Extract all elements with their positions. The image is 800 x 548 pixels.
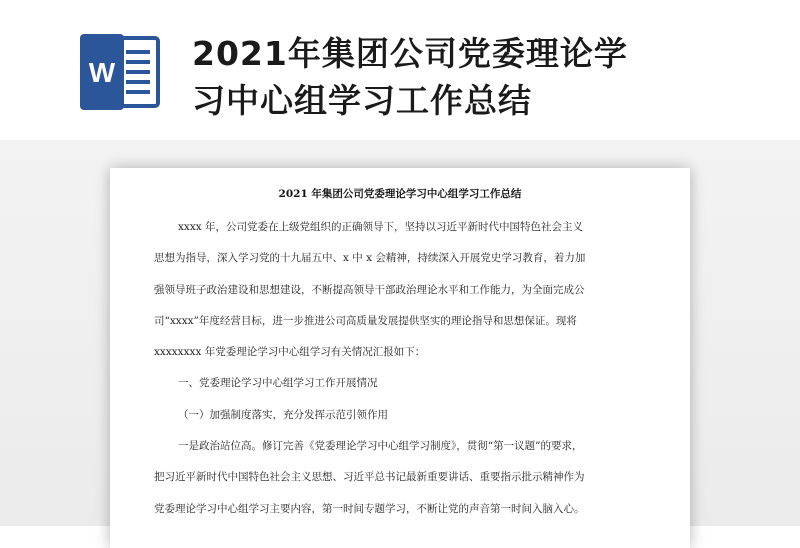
paragraph-line: 党委理论学习中心组学习主要内容，第一时间专题学习，不断让党的声音第一时间入脑入心。 (154, 502, 585, 515)
paragraph-line: xxxx 年，公司党委在上级党组织的正确领导下，坚持以习近平新时代中国特色社会主义 (178, 221, 584, 233)
title-line-2: 习中心组学习工作总结 (192, 81, 532, 120)
paragraph-line: 一是政治站位高。修订完善《党委理论学习中心组学习制度》，贯彻“第一议题”的要求， (178, 440, 583, 453)
word-document-icon (78, 32, 162, 112)
document-page (110, 168, 690, 548)
page-title (192, 30, 752, 124)
paragraph-line: 司“xxxx”年度经营目标，进一步推进公司高质量发展提供坚实的理论指导和思想保证。现将 (154, 314, 577, 327)
section-heading: 一、党委理论学习中心组学习工作开展情况 (178, 377, 378, 390)
subsection-heading: （一）加强制度落实，充分发挥示范引领作用 (178, 408, 388, 421)
header-banner (0, 0, 800, 140)
word-letter: W (88, 57, 116, 88)
paragraph-line: 强领导班子政治建设和思想建设，不断提高领导干部政治理论水平和工作能力，为全面完成公 (154, 283, 585, 296)
title-line-1: 2021年集团公司党委理论学 (192, 34, 628, 73)
paragraph-line: 思想为指导，深入学习党的十九届五中、x 中 x 会精神，持续深入开展党史学习教育，着力加 (154, 252, 586, 265)
document-body (154, 212, 654, 525)
paragraph-line: xxxxxxxx 年党委理论学习中心组学习有关情况汇报如下： (154, 346, 426, 359)
paragraph-line: 把习近平新时代中国特色社会主义思想、习近平总书记最新重要讲话、重要指示批示精神作为 (154, 471, 585, 484)
document-title: 2021 年集团公司党委理论学习中心组学习工作总结 (278, 188, 522, 200)
